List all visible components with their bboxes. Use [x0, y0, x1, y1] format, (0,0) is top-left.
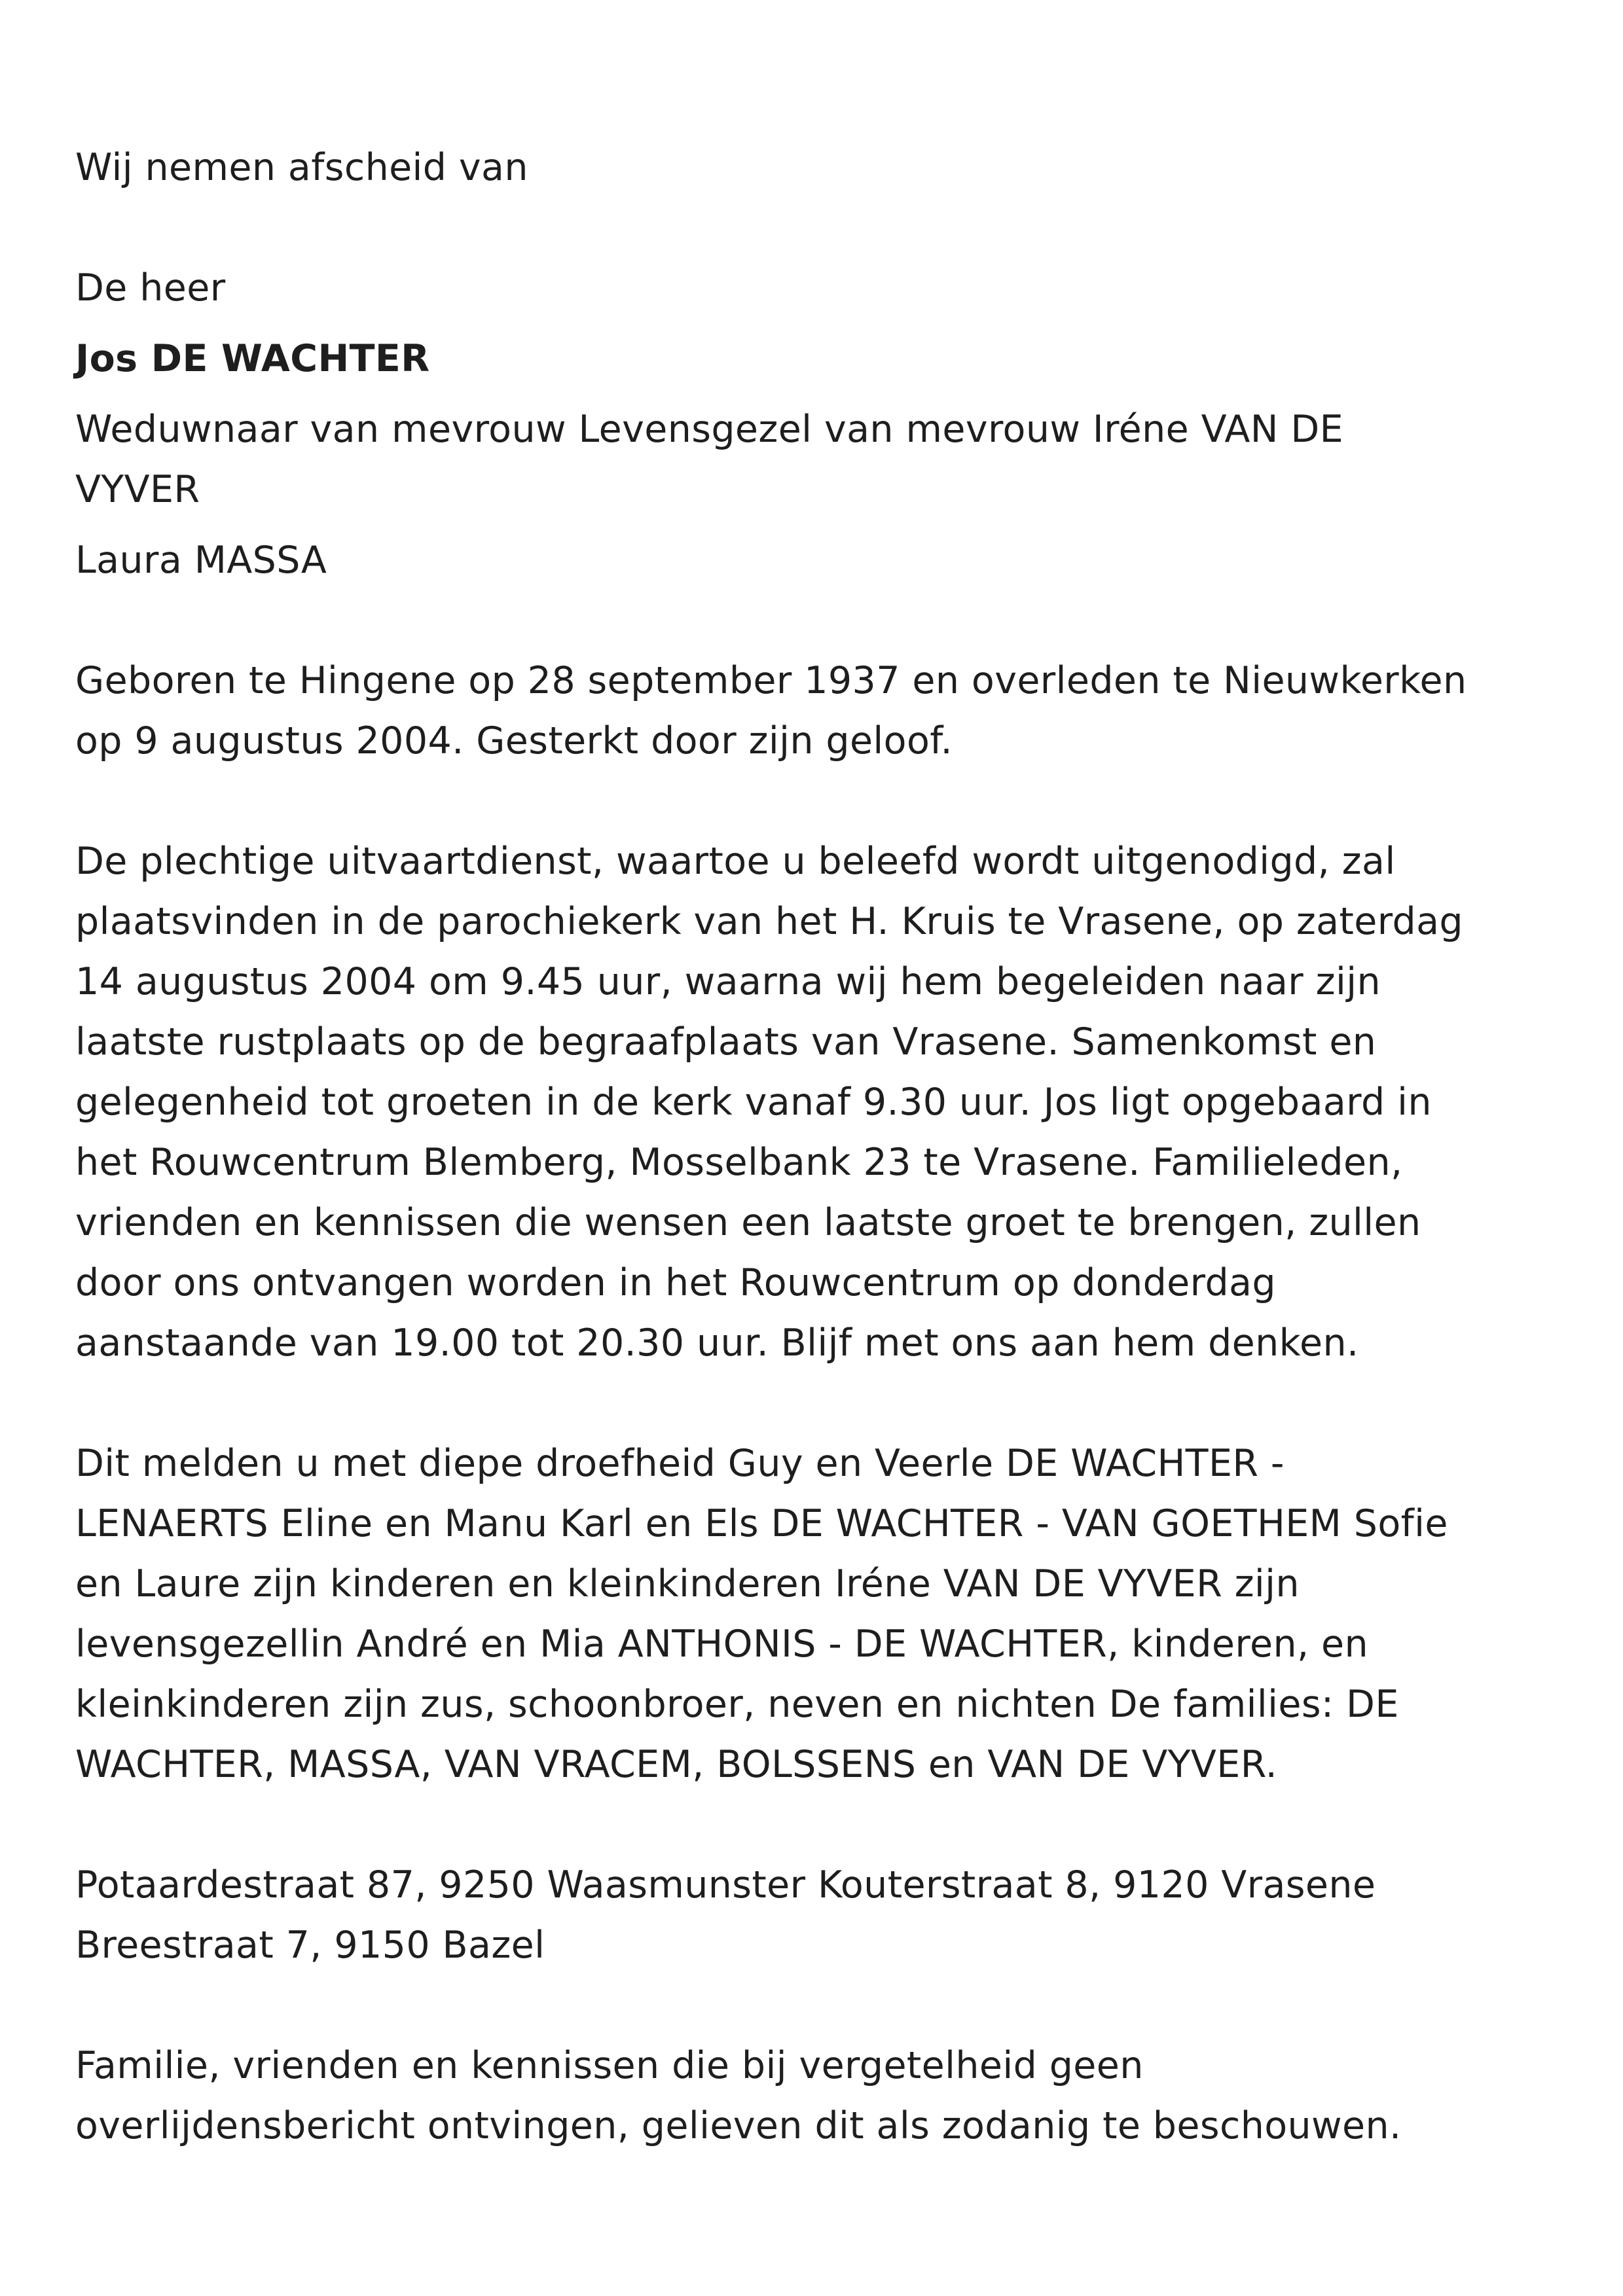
paragraph-line: overlijdensbericht ontvingen, gelieven dit als zodanig te beschouwen.	[75, 2104, 1402, 2147]
address-line: Potaardestraat 87, 9250 Waasmunster Kouterstraat 8, 9120 Vrasene	[75, 1863, 1376, 1907]
salutation: De heer	[75, 266, 226, 310]
address-line: Breestraat 7, 9150 Bazel	[75, 1924, 545, 1967]
paragraph-line: door ons ontvangen worden in het Rouwcentrum op donderdag	[75, 1261, 1276, 1304]
paragraph-line: laatste rustplaats op de begraafplaats van Vrasene. Samenkomst en	[75, 1020, 1377, 1064]
paragraph-line: het Rouwcentrum Blemberg, Mosselbank 23 te Vrasene. Familieleden,	[75, 1141, 1403, 1184]
closing-paragraph	[75, 2036, 1568, 2156]
paragraph-line: kleinkinderen zijn zus, schoonbroer, neven en nichten De families: DE	[75, 1683, 1399, 1726]
paragraph-line: plaatsvinden in de parochiekerk van het H. Kruis te Vrasene, op zaterdag	[75, 900, 1464, 943]
deceased-name: Jos DE WACHTER	[75, 337, 430, 380]
paragraph-line: Dit melden u met diepe droefheid Guy en Veerle DE WACHTER -	[75, 1442, 1285, 1485]
relation-line: Weduwnaar van mevrouw Levensgezel van mevrouw Iréne VAN DE	[75, 408, 1344, 451]
addresses-paragraph	[75, 1855, 1568, 1975]
paragraph-line: vrienden en kennissen die wensen een laatste groet te brengen, zullen	[75, 1201, 1421, 1244]
relation-line: VYVER	[75, 468, 200, 511]
partner-name: Laura MASSA	[75, 539, 327, 582]
paragraph-line: gelegenheid tot groeten in de kerk vanaf 9.30 uur. Jos ligt opgebaard in	[75, 1081, 1432, 1124]
paragraph-line: levensgezellin André en Mia ANTHONIS - DE WACHTER, kinderen, en	[75, 1623, 1369, 1666]
paragraph-line: en Laure zijn kinderen en kleinkinderen Iréne VAN DE VYVER zijn	[75, 1562, 1300, 1605]
paragraph-line: WACHTER, MASSA, VAN VRACEM, BOLSSENS en VAN DE VYVER.	[75, 1743, 1278, 1786]
service-paragraph	[75, 831, 1568, 1373]
intro-text: Wij nemen afscheid van	[75, 146, 528, 189]
obituary-notice	[75, 137, 1568, 2156]
family-paragraph	[75, 1433, 1568, 1795]
paragraph-line: op 9 augustus 2004. Gesterkt door zijn geloof.	[75, 719, 953, 762]
paragraph-line: De plechtige uitvaartdienst, waartoe u beleefd wordt uitgenodigd, zal	[75, 840, 1396, 883]
paragraph-line: Geboren te Hingene op 28 september 1937 en overleden te Nieuwkerken	[75, 659, 1467, 702]
paragraph-line: aanstaande van 19.00 tot 20.30 uur. Blijf met ons aan hem denken.	[75, 1321, 1359, 1365]
paragraph-line: LENAERTS Eline en Manu Karl en Els DE WACHTER - VAN GOETHEM Sofie	[75, 1502, 1448, 1545]
paragraph-line: Familie, vrienden en kennissen die bij vergetelheid geen	[75, 2044, 1144, 2087]
relation-block	[75, 399, 1568, 520]
paragraph-line: 14 augustus 2004 om 9.45 uur, waarna wij hem begeleiden naar zijn	[75, 960, 1381, 1003]
birth-death-paragraph	[75, 651, 1568, 771]
